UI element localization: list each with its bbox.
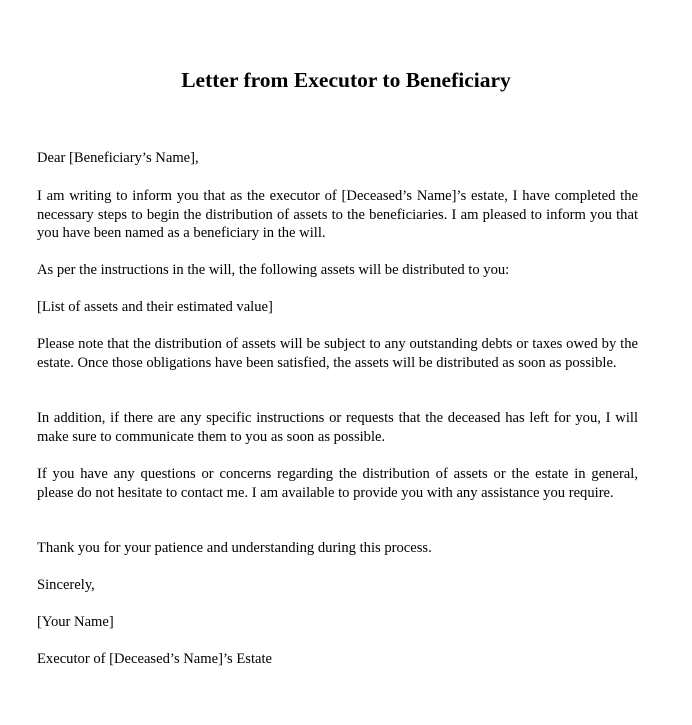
signature-title: Executor of [Deceased’s Name]’s Estate: [37, 651, 273, 667]
assets-list-placeholder: [List of assets and their estimated value]: [37, 299, 273, 315]
paragraph-debts: Please note that the distribution of assets will be subject to any outstanding debts or taxes owed by the estate. Once those obligations have been satisfied, the assets will be distributed as soon as possible.: [37, 336, 638, 371]
signature-name: [Your Name]: [37, 614, 114, 630]
paragraph-notice: I am writing to inform you that as the executor of [Deceased’s Name]’s estate, I have completed the necessary steps to begin the distribution of assets to the beneficiaries. I am pleased to inform you that you have been named as a beneficiary in the will.: [37, 188, 638, 242]
paragraph-questions: If you have any questions or concerns regarding the distribution of assets or the estate in general, please do not hesitate to contact me. I am available to provide you with any assistance you require.: [37, 466, 638, 501]
paragraph-instructions: As per the instructions in the will, the following assets will be distributed to you:: [37, 262, 510, 278]
closing: Sincerely,: [37, 577, 95, 593]
letter-title: Letter from Executor to Beneficiary: [181, 68, 511, 92]
paragraph-additional: In addition, if there are any specific instructions or requests that the deceased has left for you, I will make sure to communicate them to you as soon as possible.: [37, 410, 638, 445]
paragraph-thanks: Thank you for your patience and understanding during this process.: [37, 540, 432, 556]
salutation: Dear [Beneficiary’s Name],: [37, 150, 199, 166]
